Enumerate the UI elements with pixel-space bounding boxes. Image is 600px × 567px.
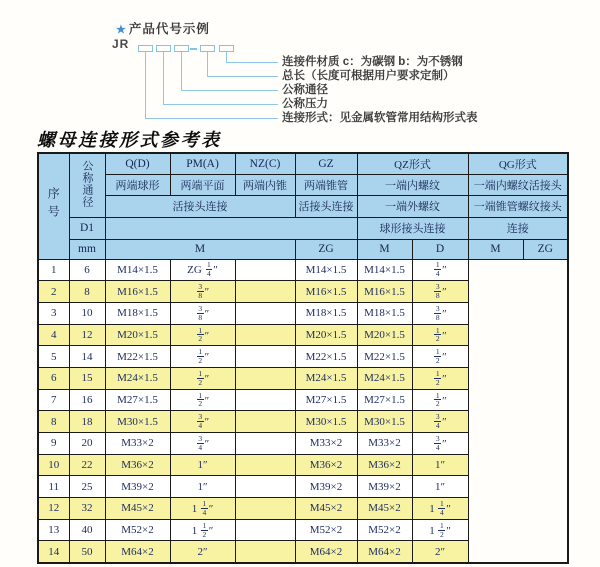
cell-m-thread: M39×2 xyxy=(105,476,170,498)
header-row-2 xyxy=(38,174,568,195)
cell-dn-mm: 14 xyxy=(69,346,105,368)
cell-dn-mm: 6 xyxy=(69,259,105,281)
cell-qg-m: M18×1.5 xyxy=(357,302,412,324)
cell-row-no: 14 xyxy=(38,541,69,563)
cell-qg-m: M45×2 xyxy=(357,498,412,520)
table-title: 螺母连接形式参考表 xyxy=(37,130,222,150)
cell-m-thread: M20×1.5 xyxy=(105,324,170,346)
cell-m-thread: M16×1.5 xyxy=(105,281,170,303)
table-row xyxy=(38,346,568,368)
header-tongjing xyxy=(69,153,105,217)
cell-row-no: 13 xyxy=(38,519,69,541)
header-qz-d: D xyxy=(412,239,468,259)
cell-qg-zg: 1″ xyxy=(412,454,468,476)
cell-qz-d: M39×2 xyxy=(295,476,357,498)
cell-gz-zg: 1″ xyxy=(170,454,235,476)
cell-qg-m: M16×1.5 xyxy=(357,281,412,303)
code-dash xyxy=(190,48,197,50)
cell-gz-zg: $\frac{3}{4}$ ″ xyxy=(170,411,235,433)
cell-qz-d: M52×2 xyxy=(295,519,357,541)
header-d1: D1 xyxy=(69,217,105,239)
header-col-qg: QG形式 xyxy=(468,153,568,174)
cell-qz-d: M64×2 xyxy=(295,541,357,563)
header-union-conn: 活接头连接 xyxy=(105,195,295,217)
cell-gz-zg: 1 $\frac{1}{2}$ ″ xyxy=(170,519,235,541)
header-qz-conn: 球形接头连接 xyxy=(357,217,468,239)
cell-qg-zg: 1 $\frac{1}{4}$ ″ xyxy=(412,498,468,520)
cell-row-no: 3 xyxy=(38,302,69,324)
cell-qg-zg: $\frac{3}{8}$ ″ xyxy=(412,281,468,303)
code-box-1 xyxy=(138,45,153,52)
header-xuhao-text: 序号 xyxy=(46,186,61,223)
cell-gz-zg: 2″ xyxy=(170,541,235,563)
cell-qz-m xyxy=(235,476,295,498)
cell-m-thread: M14×1.5 xyxy=(105,259,170,281)
cell-qz-d: M16×1.5 xyxy=(295,281,357,303)
table-row xyxy=(38,302,568,324)
code-label-length: 总长（长度可根据用户要求定制） xyxy=(282,70,455,82)
cell-qg-zg: $\frac{1}{2}$ ″ xyxy=(412,389,468,411)
header-blank xyxy=(105,217,357,239)
cell-row-no: 8 xyxy=(38,411,69,433)
cell-qz-m xyxy=(235,498,295,520)
header-nz-desc: 两端内锥 xyxy=(235,174,295,195)
cell-row-no: 12 xyxy=(38,498,69,520)
cell-dn-mm: 16 xyxy=(69,389,105,411)
cell-row-no: 7 xyxy=(38,389,69,411)
header-q-desc: 两端球形 xyxy=(105,174,170,195)
cell-qz-d: M33×2 xyxy=(295,433,357,455)
cell-gz-zg: $\frac{3}{8}$ ″ xyxy=(170,302,235,324)
header-xuhao xyxy=(38,153,69,259)
cell-m-thread: M45×2 xyxy=(105,498,170,520)
cell-qg-m: M64×2 xyxy=(357,541,412,563)
cell-row-no: 5 xyxy=(38,346,69,368)
cell-qz-m xyxy=(235,389,295,411)
header-col-gz: GZ xyxy=(295,153,357,174)
cell-m-thread: M33×2 xyxy=(105,433,170,455)
cell-dn-mm: 12 xyxy=(69,324,105,346)
cell-dn-mm: 50 xyxy=(69,541,105,563)
cell-qg-m: M27×1.5 xyxy=(357,389,412,411)
table-row xyxy=(38,498,568,520)
header-row-3 xyxy=(38,195,568,217)
diagram-title xyxy=(116,19,210,37)
cell-qg-zg: $\frac{1}{2}$ ″ xyxy=(412,367,468,389)
code-box-5 xyxy=(219,45,234,52)
table-row xyxy=(38,389,568,411)
cell-qg-m: M52×2 xyxy=(357,519,412,541)
cell-m-thread: M27×1.5 xyxy=(105,389,170,411)
cell-dn-mm: 20 xyxy=(69,433,105,455)
header-qg-desc2: 一端锥管螺纹接头 xyxy=(468,195,568,217)
cell-qz-d: M14×1.5 xyxy=(295,259,357,281)
table-header xyxy=(38,153,568,259)
cell-row-no: 6 xyxy=(38,367,69,389)
cell-dn-mm: 32 xyxy=(69,498,105,520)
cell-qg-zg: $\frac{1}{4}$ ″ xyxy=(412,259,468,281)
header-qg-zg: ZG xyxy=(523,239,568,259)
header-m-span: M xyxy=(105,239,295,259)
cell-qg-zg: $\frac{3}{4}$ ″ xyxy=(412,433,468,455)
cell-qg-m: M20×1.5 xyxy=(357,324,412,346)
cell-dn-mm: 40 xyxy=(69,519,105,541)
header-gz-zg: ZG xyxy=(295,239,357,259)
cell-qg-m: M39×2 xyxy=(357,476,412,498)
header-tongjing-text: 公称通径 xyxy=(81,159,93,208)
code-label-material: 连接件材质 c：为碳钢 b：为不锈钢 xyxy=(282,56,463,68)
header-row-4 xyxy=(38,217,568,239)
cell-qz-d: M18×1.5 xyxy=(295,302,357,324)
code-label-diameter: 公称通径 xyxy=(282,84,328,96)
table-row xyxy=(38,541,568,563)
cell-qz-m xyxy=(235,281,295,303)
table-row xyxy=(38,411,568,433)
header-col-q: Q(D) xyxy=(105,153,170,174)
cell-dn-mm: 18 xyxy=(69,411,105,433)
cell-qg-zg: $\frac{1}{2}$ ″ xyxy=(412,346,468,368)
header-row-1 xyxy=(38,153,568,174)
cell-qz-d: M24×1.5 xyxy=(295,367,357,389)
header-qz-desc2: 一端外螺纹 xyxy=(357,195,468,217)
table-row xyxy=(38,454,568,476)
cell-qz-d: M30×1.5 xyxy=(295,411,357,433)
cell-qg-m: M36×2 xyxy=(357,454,412,476)
cell-qz-d: M20×1.5 xyxy=(295,324,357,346)
cell-qz-d: M36×2 xyxy=(295,454,357,476)
header-gz-conn: 活接头连接 xyxy=(295,195,357,217)
cell-qg-zg: $\frac{3}{8}$ ″ xyxy=(412,302,468,324)
cell-qz-m xyxy=(235,519,295,541)
cell-dn-mm: 22 xyxy=(69,454,105,476)
cell-qg-m: M24×1.5 xyxy=(357,367,412,389)
cell-qz-m xyxy=(235,411,295,433)
cell-row-no: 9 xyxy=(38,433,69,455)
cell-row-no: 10 xyxy=(38,454,69,476)
header-qg-desc1: 一端内螺纹活接头 xyxy=(468,174,568,195)
cell-dn-mm: 15 xyxy=(69,367,105,389)
cell-dn-mm: 8 xyxy=(69,281,105,303)
header-mm: mm xyxy=(69,239,105,259)
cell-qg-zg: 2″ xyxy=(412,541,468,563)
cell-dn-mm: 25 xyxy=(69,476,105,498)
cell-qz-m xyxy=(235,433,295,455)
nut-connection-table xyxy=(37,152,569,564)
header-col-qz: QZ形式 xyxy=(357,153,468,174)
cell-qz-d: M45×2 xyxy=(295,498,357,520)
code-box-2 xyxy=(156,45,171,52)
cell-qz-m xyxy=(235,541,295,563)
cell-m-thread: M22×1.5 xyxy=(105,346,170,368)
cell-m-thread: M64×2 xyxy=(105,541,170,563)
code-label-form: 连接形式：见金属软管常用结构形式表 xyxy=(282,112,478,124)
table-body xyxy=(38,259,568,563)
cell-qz-m xyxy=(235,367,295,389)
cell-qg-m: M14×1.5 xyxy=(357,259,412,281)
table-row xyxy=(38,433,568,455)
cell-qg-m: M30×1.5 xyxy=(357,411,412,433)
cell-m-thread: M52×2 xyxy=(105,519,170,541)
code-box-3 xyxy=(174,45,189,52)
cell-qg-m: M33×2 xyxy=(357,433,412,455)
cell-row-no: 4 xyxy=(38,324,69,346)
header-qg-m: M xyxy=(468,239,523,259)
table-row xyxy=(38,367,568,389)
cell-gz-zg: 1 $\frac{1}{4}$ ″ xyxy=(170,498,235,520)
table-row xyxy=(38,281,568,303)
cell-qz-m xyxy=(235,324,295,346)
cell-m-thread: M24×1.5 xyxy=(105,367,170,389)
cell-qz-m xyxy=(235,454,295,476)
code-box-4 xyxy=(200,45,215,52)
cell-qz-m xyxy=(235,346,295,368)
cell-dn-mm: 10 xyxy=(69,302,105,324)
header-qz-m: M xyxy=(357,239,412,259)
cell-qz-m xyxy=(235,302,295,324)
cell-qz-d: M22×1.5 xyxy=(295,346,357,368)
connector-line-form xyxy=(145,52,278,119)
code-label-pressure: 公称压力 xyxy=(282,98,328,110)
cell-qz-m xyxy=(235,259,295,281)
header-qz-desc1: 一端内螺纹 xyxy=(357,174,468,195)
table-row xyxy=(38,259,568,281)
cell-gz-zg: $\frac{1}{2}$ ″ xyxy=(170,389,235,411)
cell-qg-zg: 1″ xyxy=(412,476,468,498)
header-col-nz: NZ(C) xyxy=(235,153,295,174)
cell-gz-zg: 1″ xyxy=(170,476,235,498)
cell-row-no: 11 xyxy=(38,476,69,498)
header-col-pm: PM(A) xyxy=(170,153,235,174)
cell-m-thread: M18×1.5 xyxy=(105,302,170,324)
table-row xyxy=(38,324,568,346)
header-gz-desc: 两端锥管 xyxy=(295,174,357,195)
cell-gz-zg: $\frac{1}{2}$ ″ xyxy=(170,346,235,368)
cell-qg-zg: $\frac{1}{2}$ ″ xyxy=(412,324,468,346)
cell-qg-zg: $\frac{3}{4}$ ″ xyxy=(412,411,468,433)
cell-gz-zg: ZG $\frac{1}{4}$ ″ xyxy=(170,259,235,281)
cell-qg-m: M22×1.5 xyxy=(357,346,412,368)
cell-gz-zg: $\frac{1}{2}$ ″ xyxy=(170,367,235,389)
table-row xyxy=(38,476,568,498)
cell-m-thread: M36×2 xyxy=(105,454,170,476)
header-row-5 xyxy=(38,239,568,259)
star-icon: ★ xyxy=(116,24,127,36)
cell-qg-zg: 1 $\frac{1}{2}$ ″ xyxy=(412,519,468,541)
cell-row-no: 1 xyxy=(38,259,69,281)
header-pm-desc: 两端平面 xyxy=(170,174,235,195)
code-prefix: JR xyxy=(112,37,130,51)
table-row xyxy=(38,519,568,541)
cell-m-thread: M30×1.5 xyxy=(105,411,170,433)
cell-row-no: 2 xyxy=(38,281,69,303)
header-qg-conn: 连接 xyxy=(468,217,568,239)
diagram-title-text: 产品代号示例 xyxy=(128,22,210,36)
cell-gz-zg: $\frac{1}{2}$ ″ xyxy=(170,324,235,346)
cell-qz-d: M27×1.5 xyxy=(295,389,357,411)
cell-gz-zg: $\frac{3}{8}$ ″ xyxy=(170,281,235,303)
cell-gz-zg: $\frac{3}{4}$ ″ xyxy=(170,433,235,455)
